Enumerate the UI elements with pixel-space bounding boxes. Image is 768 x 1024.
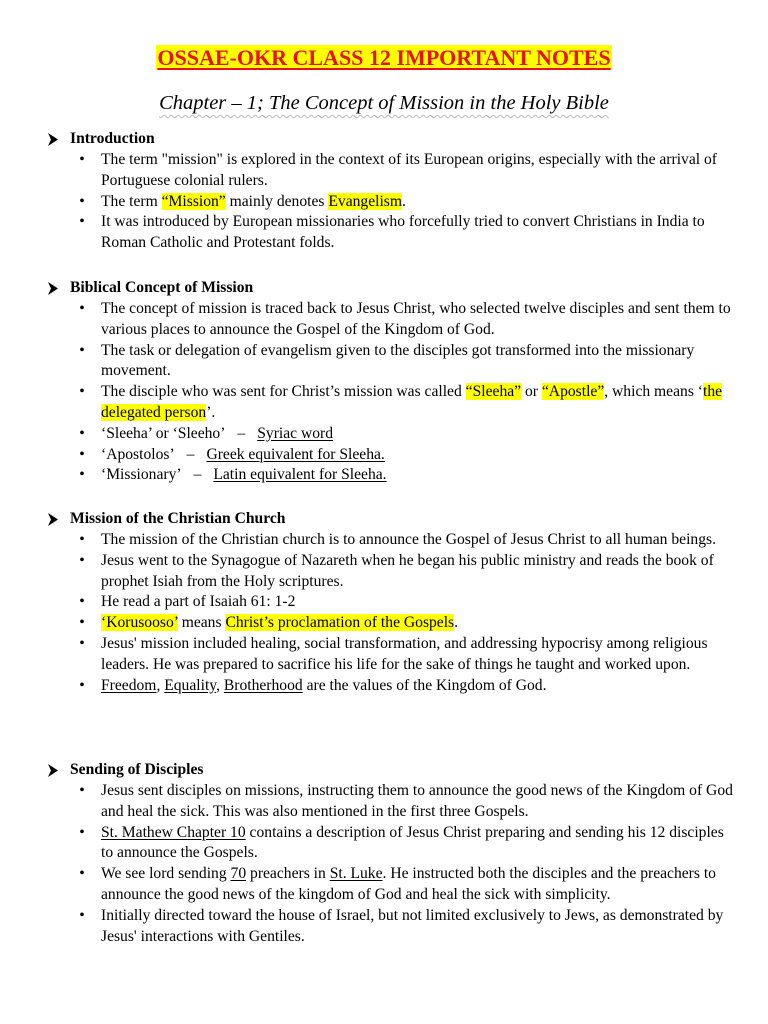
highlighted-term: ‘Korusooso’	[101, 614, 178, 632]
section-heading	[46, 760, 736, 781]
item-text: The task or delegation of evangelism given to the disciples got transformed into the missionary movement.	[101, 341, 695, 380]
item-text: ‘Apostolos’	[101, 445, 175, 463]
item-text: are the values of the Kingdom of God.	[302, 676, 547, 694]
arrowhead-bullet-icon	[48, 764, 58, 777]
bullet-dot-icon: •	[79, 300, 85, 317]
list-item	[46, 424, 736, 445]
underlined-term: Latin equivalent for Sleeha.	[213, 466, 387, 484]
underlined-term: Equality	[164, 676, 217, 694]
arrowhead-bullet-icon	[48, 513, 58, 526]
bullet-dot-icon: •	[79, 906, 85, 924]
section-heading-text: Sending of Disciples	[70, 761, 204, 779]
dash-separator: –	[186, 445, 195, 463]
section-heading-text: Mission of the Christian Church	[70, 510, 286, 528]
section-introduction	[46, 129, 736, 254]
list-item	[46, 634, 736, 676]
document-title: OSSAE-OKR CLASS 12 IMPORTANT NOTES	[157, 45, 611, 70]
underlined-term: Brotherhood	[223, 676, 303, 694]
item-text: , which means ‘	[604, 383, 703, 401]
highlighted-term: “Mission”	[161, 192, 226, 210]
bullet-list	[46, 781, 736, 947]
list-item	[46, 382, 736, 424]
list-item	[46, 341, 736, 383]
item-text: . He instructed both the disciples and the preachers to announce the good news of the kingdom of God and heal the sick with simplicity.	[101, 865, 716, 903]
section-heading	[46, 509, 736, 530]
item-text: He read a part of Isaiah 61: 1-2	[101, 593, 296, 611]
list-item	[46, 530, 736, 551]
dash-separator: –	[237, 424, 246, 442]
chapter-subtitle: Chapter – 1; The Concept of Mission in the Holy Bible	[159, 92, 609, 114]
underlined-term: St. Luke	[329, 865, 383, 883]
list-item	[46, 781, 736, 823]
item-text: The term	[101, 192, 162, 210]
item-text: ,	[216, 676, 224, 694]
item-text: The term "mission" is explored in the context of its European origins, especially with the arrival of Portuguese colonial rulers.	[101, 151, 717, 189]
bullet-dot-icon: •	[79, 823, 85, 841]
item-text: contains a description of Jesus Christ preparing and sending his 12 disciples to announce the Gospels.	[101, 823, 724, 862]
bullet-list	[46, 299, 736, 486]
section-sending-of-disciples	[46, 760, 736, 947]
bullet-dot-icon: •	[79, 445, 85, 463]
list-item	[46, 592, 736, 613]
list-item	[46, 445, 736, 466]
bullet-list	[46, 150, 736, 254]
list-item	[46, 551, 736, 593]
section-heading-text: Biblical Concept of Mission	[70, 279, 254, 297]
list-item	[46, 613, 736, 634]
list-item	[46, 864, 736, 906]
bullet-dot-icon: •	[79, 676, 85, 694]
underlined-term: Greek equivalent for Sleeha.	[206, 445, 385, 463]
item-text: Jesus' mission included healing, social transformation, and addressing hypocrisy among religious leaders. He was prepared to sacrifice his life for the sake of things he taught and worked upon.	[101, 634, 708, 673]
bullet-dot-icon: •	[79, 865, 85, 883]
item-text: ,	[156, 676, 165, 694]
bullet-dot-icon: •	[79, 341, 85, 359]
bullet-dot-icon: •	[79, 614, 85, 632]
list-item	[46, 150, 736, 192]
item-text: ‘Missionary’	[101, 466, 182, 484]
underlined-term: Syriac word	[257, 424, 334, 442]
bullet-dot-icon: •	[79, 466, 85, 484]
list-item	[46, 906, 736, 948]
bullet-list	[46, 530, 736, 696]
bullet-dot-icon: •	[79, 551, 85, 569]
arrowhead-bullet-icon	[48, 133, 58, 146]
bullet-dot-icon: •	[79, 634, 85, 652]
list-item	[46, 823, 736, 865]
highlighted-term: “Sleeha”	[465, 383, 522, 401]
highlighted-term: Christ’s proclamation of the Gospels	[225, 614, 455, 632]
item-text: preachers in	[246, 865, 330, 883]
section-heading	[46, 278, 736, 299]
highlighted-term: Evangelism	[328, 192, 402, 210]
item-text: The concept of mission is traced back to Jesus Christ, who selected twelve disciples and sent them to various places to announce the Gospel of the Kingdom of God.	[101, 300, 731, 338]
bullet-dot-icon: •	[79, 151, 85, 168]
arrowhead-bullet-icon	[48, 282, 58, 295]
item-text: Jesus went to the Synagogue of Nazareth when he began his public ministry and reads the book of prophet Isiah from the Holy scriptures.	[101, 551, 714, 590]
bullet-dot-icon: •	[79, 424, 85, 442]
bullet-dot-icon: •	[79, 383, 85, 401]
bullet-dot-icon: •	[79, 531, 85, 548]
item-text: or	[521, 383, 542, 401]
item-text: mainly denotes	[225, 192, 329, 210]
highlighted-term: the delegated person	[101, 383, 723, 421]
list-item	[46, 676, 736, 697]
bullet-dot-icon: •	[79, 782, 85, 799]
item-text: ‘Sleeha’ or ‘Sleeho’	[101, 424, 226, 442]
section-mission-of-church	[46, 509, 736, 696]
item-text: Initially directed toward the house of Israel, but not limited exclusively to Jews, as demonstrated by Jesus' interactions with Gentiles.	[101, 906, 724, 945]
bullet-dot-icon: •	[79, 593, 85, 611]
item-text: The mission of the Christian church is to announce the Gospel of Jesus Christ to all human beings.	[101, 531, 716, 548]
list-item	[46, 465, 736, 486]
list-item	[46, 192, 736, 213]
item-text: The disciple who was sent for Christ’s mission was called	[101, 383, 466, 401]
dash-separator: –	[193, 466, 202, 484]
list-item	[46, 299, 736, 341]
item-text: .	[454, 614, 459, 632]
item-text: It was introduced by European missionaries who forcefully tried to convert Christians in India to Roman Catholic and Protestant folds.	[101, 213, 705, 252]
underlined-term: 70	[230, 865, 247, 883]
item-text: means	[177, 614, 226, 632]
highlighted-term: “Apostle”	[541, 383, 605, 401]
list-item	[46, 212, 736, 254]
bullet-dot-icon: •	[79, 213, 85, 231]
underlined-term: St. Mathew Chapter 10	[101, 823, 246, 841]
underlined-term: Freedom	[101, 676, 157, 694]
section-heading	[46, 129, 736, 150]
item-text: ’.	[206, 403, 216, 421]
section-heading-text: Introduction	[70, 130, 155, 148]
item-text: .	[402, 192, 406, 210]
item-text: We see lord sending	[101, 865, 231, 883]
document-title-wrap	[0, 45, 768, 72]
item-text: Jesus sent disciples on missions, instructing them to announce the good news of the Kingdom of God and heal the sick. This was also mentioned in the first three Gospels.	[101, 782, 733, 820]
section-biblical-concept	[46, 278, 736, 486]
bullet-dot-icon: •	[79, 192, 85, 210]
